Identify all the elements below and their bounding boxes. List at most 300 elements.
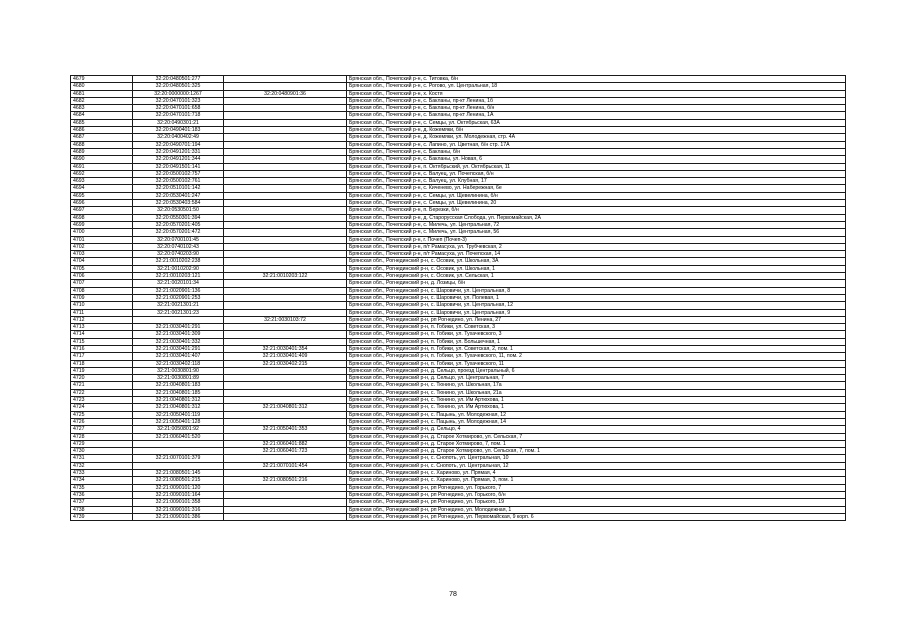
address-cell: Брянская обл., Почепский р-н, д. Кожемяки, ул. Молодежная, стр. 4А [347,134,846,141]
table-row [71,97,846,104]
linked-cadastral-number-cell [224,258,347,265]
table-row [71,294,846,301]
address-cell: Брянская обл., Почепский р-н, с. Милечь, ул. Центральная, 56 [347,229,846,236]
cadastral-number-cell: 32:21:0010202:238 [133,258,224,265]
row-number-cell: 4684 [71,112,133,119]
address-cell: Брянская обл., Почепский р-н, д. Кожемяки, б/н [347,127,846,134]
row-number-cell: 4704 [71,258,133,265]
address-cell: Брянская обл., Рогнединский р-н, с. Шаровичи, ул. Центральная, 9 [347,309,846,316]
row-number-cell: 4706 [71,273,133,280]
table-row [71,134,846,141]
cadastral-number-cell: 32:21:0021301:23 [133,309,224,316]
row-number-cell: 4739 [71,513,133,520]
row-number-cell: 4732 [71,462,133,469]
row-number-cell: 4710 [71,302,133,309]
row-number-cell: 4691 [71,163,133,170]
row-number-cell: 4731 [71,455,133,462]
cadastral-number-cell: 32:20:0500102:761 [133,178,224,185]
table-row [71,214,846,221]
address-cell: Брянская обл., Рогнединский р-н, с. Хариново, ул. Прямая, 4 [347,470,846,477]
table-row [71,112,846,119]
linked-cadastral-number-cell [224,229,347,236]
linked-cadastral-number-cell [224,251,347,258]
table-row [71,273,846,280]
address-cell: Брянская обл., Рогнединский р-н, с. Снопоть, ул. Центральная, 12 [347,462,846,469]
table-row [71,506,846,513]
table-row [71,119,846,126]
linked-cadastral-number-cell: 32:21:0030401:354 [224,345,347,352]
table-row [71,265,846,272]
address-cell: Брянская обл., Рогнединский р-н, п. Гобики, ул. Тухачевского, 11 [347,360,846,367]
cadastral-number-cell: 32:20:0000000:1267 [133,90,224,97]
address-cell: Брянская обл., Рогнединский р-н, д. Старое Хотмирово, 7, пом. 1 [347,440,846,447]
linked-cadastral-number-cell: 32:20:0480901:36 [224,90,347,97]
address-cell: Брянская обл., Рогнединский р-н, с. Тюнино, ул. Школьная, 17а [347,382,846,389]
address-cell: Брянская обл., Рогнединский р-н, д. Сельцо, проезд Центральный, 6 [347,367,846,374]
row-number-cell: 4690 [71,156,133,163]
table-row [71,382,846,389]
cadastral-number-cell: 32:21:0080501:145 [133,470,224,477]
table-row [71,127,846,134]
cadastral-number-cell: 32:21:0040801:312 [133,404,224,411]
table-row [71,418,846,425]
address-cell: Брянская обл., Почепский р-н, с. Семцы, ул. Октябрьская, 63А [347,119,846,126]
row-number-cell: 4694 [71,185,133,192]
row-number-cell: 4715 [71,338,133,345]
table-row [71,207,846,214]
table-row [71,338,846,345]
linked-cadastral-number-cell [224,112,347,119]
linked-cadastral-number-cell [224,236,347,243]
cadastral-number-cell: 32:20:0470101:718 [133,112,224,119]
table-row [71,404,846,411]
cadastral-number-cell: 32:20:0480501:325 [133,83,224,90]
table-row [71,148,846,155]
linked-cadastral-number-cell: 32:21:0060401:882 [224,440,347,447]
row-number-cell: 4725 [71,411,133,418]
cadastral-number-cell: 32:20:0570201:472 [133,229,224,236]
linked-cadastral-number-cell [224,499,347,506]
cadastral-number-cell: 32:20:0530401:247 [133,192,224,199]
page-number: 78 [449,591,457,598]
row-number-cell: 4698 [71,214,133,221]
table-row [71,513,846,520]
cadastral-number-cell [133,440,224,447]
row-number-cell: 4711 [71,309,133,316]
linked-cadastral-number-cell [224,141,347,148]
linked-cadastral-number-cell [224,280,347,287]
address-cell: Брянская обл., Рогнединский р-н, с. Осовик, ул. Школьная, 3А [347,258,846,265]
row-number-cell: 4730 [71,448,133,455]
address-cell: Брянская обл., Рогнединский р-н, с. Шаровичи, ул. Центральная, 8 [347,287,846,294]
table-row [71,229,846,236]
row-number-cell: 4727 [71,426,133,433]
address-cell: Брянская обл., Рогнединский р-н, д. Старое Хотмирово, ул. Сельская, 7, пом. 1 [347,448,846,455]
cadastral-number-cell: 32:21:0030801:89 [133,375,224,382]
row-number-cell: 4693 [71,178,133,185]
table-row [71,484,846,491]
linked-cadastral-number-cell [224,265,347,272]
address-cell: Брянская обл., Почепский р-н, п/т Рамасуха, ул. Почепская, 14 [347,251,846,258]
linked-cadastral-number-cell [224,324,347,331]
row-number-cell: 4699 [71,221,133,228]
cadastral-number-cell: 32:20:0490401:183 [133,127,224,134]
table-row [71,477,846,484]
linked-cadastral-number-cell: 32:21:0060401:723 [224,448,347,455]
linked-cadastral-number-cell: 32:21:0070101:454 [224,462,347,469]
address-cell: Брянская обл., Рогнединский р-н, п. Гобики, ул. Тухачевского, 11, пом. 2 [347,353,846,360]
cadastral-number-cell: 32:20:0530501:50 [133,207,224,214]
table-row [71,455,846,462]
table-row [71,331,846,338]
address-cell: Брянская обл., Рогнединский р-н, рп Рогнедино, ул. Первомайская, 9 корп. 6 [347,513,846,520]
address-cell: Брянская обл., Рогнединский р-н, с. Шаровичи, ул. Полевая, 1 [347,294,846,301]
cadastral-number-cell: 32:20:0490701:194 [133,141,224,148]
row-number-cell: 4705 [71,265,133,272]
row-number-cell: 4686 [71,127,133,134]
address-cell: Брянская обл., Почепский р-н, с. Валуец, ул. Почепская, б/н [347,170,846,177]
table-row [71,90,846,97]
linked-cadastral-number-cell [224,170,347,177]
table-row [71,345,846,352]
row-number-cell: 4724 [71,404,133,411]
address-cell: Брянская обл., Рогнединский р-н, д. Лозицы, б/н [347,280,846,287]
linked-cadastral-number-cell: 32:21:0080501:216 [224,477,347,484]
cadastral-number-cell: 32:21:0030401:332 [133,338,224,345]
cadastral-number-cell: 32:21:0030401:291 [133,345,224,352]
table-row [71,462,846,469]
linked-cadastral-number-cell [224,134,347,141]
row-number-cell: 4702 [71,243,133,250]
address-cell: Брянская обл., Почепский р-н, с. Бакланы, ул. Новая, 6 [347,156,846,163]
table-row [71,236,846,243]
cadastral-number-cell: 32:21:0090101:316 [133,506,224,513]
row-number-cell: 4707 [71,280,133,287]
linked-cadastral-number-cell [224,331,347,338]
table-row [71,280,846,287]
row-number-cell: 4695 [71,192,133,199]
address-cell: Брянская обл., Почепский р-н, г. Почеп (Почеп-3) [347,236,846,243]
linked-cadastral-number-cell [224,97,347,104]
cadastral-number-cell: 32:20:0400402:49 [133,134,224,141]
table-row [71,397,846,404]
linked-cadastral-number-cell [224,156,347,163]
cadastral-number-cell: 32:20:0491201:344 [133,156,224,163]
row-number-cell: 4689 [71,148,133,155]
address-cell: Брянская обл., Почепский р-н, с. Бакланы, пр-кт Ленина, 1б [347,97,846,104]
cadastral-number-cell: 32:20:0530403:584 [133,200,224,207]
row-number-cell: 4696 [71,200,133,207]
address-cell: Брянская обл., Рогнединский р-н, п. Гобики, ул. Тухачевского, 3 [347,331,846,338]
cadastral-number-cell: 32:20:0500102:757 [133,170,224,177]
cadastral-number-cell [133,448,224,455]
linked-cadastral-number-cell [224,375,347,382]
address-cell: Брянская обл., Рогнединский р-н, с. Шаровичи, ул. Центральная, 12 [347,302,846,309]
address-cell: Брянская обл., Рогнединский р-н, с. Хариново, ул. Прямая, 3, пом. 1 [347,477,846,484]
table-row [71,243,846,250]
row-number-cell: 4733 [71,470,133,477]
linked-cadastral-number-cell [224,309,347,316]
cadastral-number-cell: 32:21:0030401:407 [133,353,224,360]
row-number-cell: 4726 [71,418,133,425]
row-number-cell: 4713 [71,324,133,331]
cadastral-number-cell [133,316,224,323]
address-cell: Брянская обл., Почепский р-н, с. Семцы, ул. Щевелинина, 20 [347,200,846,207]
cadastral-number-cell: 32:21:0050401:119 [133,411,224,418]
table-row [71,83,846,90]
row-number-cell: 4700 [71,229,133,236]
table-row [71,309,846,316]
cadastral-number-cell: 32:21:0010203:121 [133,273,224,280]
linked-cadastral-number-cell [224,484,347,491]
row-number-cell: 4714 [71,331,133,338]
table-row [71,324,846,331]
table-row [71,440,846,447]
address-cell: Брянская обл., Рогнединский р-н, с. Снопоть, ул. Центральная, 10 [347,455,846,462]
cadastral-number-cell: 32:21:0020901:253 [133,294,224,301]
table-row [71,221,846,228]
row-number-cell: 4735 [71,484,133,491]
cadastral-number-cell: 32:21:0030402:118 [133,360,224,367]
table-row [71,448,846,455]
linked-cadastral-number-cell [224,302,347,309]
cadastral-number-cell: 32:20:0570201:405 [133,221,224,228]
linked-cadastral-number-cell [224,294,347,301]
row-number-cell: 4679 [71,76,133,83]
linked-cadastral-number-cell [224,433,347,440]
cadastral-number-cell: 32:21:0050801:92 [133,426,224,433]
property-registry-table [70,75,846,521]
address-cell: Брянская обл., Рогнединский р-н, д. Старое Хотмирово, ул. Сельская, 7 [347,433,846,440]
table-row [71,360,846,367]
cadastral-number-cell: 32:21:0070101:379 [133,455,224,462]
address-cell: Брянская обл., Рогнединский р-н, п. Гобики, ул. Советская, 3 [347,324,846,331]
address-cell: Брянская обл., Рогнединский р-н, с. Пацынь, ул. Молодежная, 12 [347,411,846,418]
cadastral-number-cell: 32:21:0080501:215 [133,477,224,484]
linked-cadastral-number-cell [224,105,347,112]
cadastral-number-cell: 32:20:0470101:658 [133,105,224,112]
linked-cadastral-number-cell [224,221,347,228]
row-number-cell: 4692 [71,170,133,177]
address-cell: Брянская обл., Почепский р-н, д. Старорусская Слобода, ул. Первомайская, 2А [347,214,846,221]
cadastral-number-cell: 32:21:0030401:291 [133,324,224,331]
table-row [71,499,846,506]
cadastral-number-cell: 32:20:0490301:21 [133,119,224,126]
row-number-cell: 4717 [71,353,133,360]
address-cell: Брянская обл., Рогнединский р-н, д. Сельцо, ул. Центральная, 7 [347,375,846,382]
linked-cadastral-number-cell [224,83,347,90]
table-row [71,200,846,207]
table-row [71,470,846,477]
table-row [71,367,846,374]
cadastral-number-cell: 32:20:0700101:45 [133,236,224,243]
row-number-cell: 4701 [71,236,133,243]
address-cell: Брянская обл., Рогнединский р-н, рп Рогнедино, ул. Ленина, 27 [347,316,846,323]
row-number-cell: 4722 [71,389,133,396]
table-row [71,192,846,199]
table-row [71,76,846,83]
address-cell: Брянская обл., Рогнединский р-н, рп Рогнедино, ул. Молодежная, 1 [347,506,846,513]
table-row [71,389,846,396]
table-row [71,251,846,258]
cadastral-number-cell: 32:21:0090101:386 [133,513,224,520]
table-row [71,316,846,323]
row-number-cell: 4697 [71,207,133,214]
row-number-cell: 4709 [71,294,133,301]
row-number-cell: 4716 [71,345,133,352]
address-cell: Брянская обл., Рогнединский р-н, с. Тюнино, ул. Им Артюхова, 1 [347,404,846,411]
address-cell: Брянская обл., Почепский р-н, п. Октябрьский, ул. Октябрьская, 11 [347,163,846,170]
cadastral-number-cell: 32:20:0491501:141 [133,163,224,170]
table-row [71,163,846,170]
linked-cadastral-number-cell [224,506,347,513]
address-cell: Брянская обл., Почепский р-н, с. Киченево, ул. Набережная, 6е [347,185,846,192]
row-number-cell: 4688 [71,141,133,148]
linked-cadastral-number-cell [224,418,347,425]
address-cell: Брянская обл., Почепский р-н, с. Бакланы, пр-кт Ленина, б/н [347,105,846,112]
address-cell: Брянская обл., Почепский р-н, п. Березки, б/н [347,207,846,214]
cadastral-number-cell: 32:21:0040801:185 [133,389,224,396]
address-cell: Брянская обл., Рогнединский р-н, д. Сельцо, 4 [347,426,846,433]
table-row [71,170,846,177]
address-cell: Брянская обл., Рогнединский р-н, с. Осовик, ул. Школьная, 1 [347,265,846,272]
linked-cadastral-number-cell [224,382,347,389]
row-number-cell: 4728 [71,433,133,440]
row-number-cell: 4683 [71,105,133,112]
cadastral-number-cell: 32:21:0020901:136 [133,287,224,294]
row-number-cell: 4720 [71,375,133,382]
table-row [71,353,846,360]
cadastral-number-cell: 32:20:0740203:90 [133,251,224,258]
address-cell: Брянская обл., Рогнединский р-н, рп Рогнедино, ул. Горького, б/н [347,491,846,498]
table-row [71,375,846,382]
row-number-cell: 4682 [71,97,133,104]
table-row [71,491,846,498]
table-row [71,105,846,112]
table-row [71,185,846,192]
linked-cadastral-number-cell [224,513,347,520]
address-cell: Брянская обл., Рогнединский р-н, с. Осовик, ул. Сельская, 1 [347,273,846,280]
row-number-cell: 4738 [71,506,133,513]
linked-cadastral-number-cell [224,367,347,374]
cadastral-number-cell: 32:20:0470101:323 [133,97,224,104]
address-cell: Брянская обл., Почепский р-н, с. Рогово, ул. Центральная, 18 [347,83,846,90]
linked-cadastral-number-cell [224,470,347,477]
linked-cadastral-number-cell [224,76,347,83]
address-cell: Брянская обл., Рогнединский р-н, с. Тюнино, ул. Им Артюхова, 1 [347,397,846,404]
address-cell: Брянская обл., Рогнединский р-н, п. Гобики, ул. Советская, 2, пом. 1 [347,345,846,352]
linked-cadastral-number-cell [224,148,347,155]
table-row [71,141,846,148]
cadastral-number-cell: 32:21:0020101:34 [133,280,224,287]
row-number-cell: 4708 [71,287,133,294]
cadastral-number-cell: 32:20:0550301:394 [133,214,224,221]
table-row [71,433,846,440]
cadastral-number-cell: 32:21:0010202:90 [133,265,224,272]
table-row [71,411,846,418]
address-cell: Брянская обл., Рогнединский р-н, рп Рогнедино, ул. Горького, 19 [347,499,846,506]
address-cell: Брянская обл., Рогнединский р-н, п. Гобики, ул. Большечная, 1 [347,338,846,345]
table-row [71,156,846,163]
linked-cadastral-number-cell [224,178,347,185]
table-row [71,258,846,265]
row-number-cell: 4736 [71,491,133,498]
row-number-cell: 4703 [71,251,133,258]
row-number-cell: 4734 [71,477,133,484]
address-cell: Брянская обл., Почепский р-н, х. Костя [347,90,846,97]
cadastral-number-cell: 32:21:0060401:520 [133,433,224,440]
table-row [71,287,846,294]
cadastral-number-cell: 32:21:0030801:90 [133,367,224,374]
linked-cadastral-number-cell [224,397,347,404]
cadastral-number-cell: 32:21:0040801:312 [133,397,224,404]
linked-cadastral-number-cell: 32:21:0010203:122 [224,273,347,280]
row-number-cell: 4712 [71,316,133,323]
row-number-cell: 4685 [71,119,133,126]
cadastral-number-cell: 32:21:0050401:128 [133,418,224,425]
linked-cadastral-number-cell [224,491,347,498]
row-number-cell: 4723 [71,397,133,404]
row-number-cell: 4719 [71,367,133,374]
row-number-cell: 4718 [71,360,133,367]
address-cell: Брянская обл., Почепский р-н, п/т Рамасуха, ул. Трубчевская, 2 [347,243,846,250]
row-number-cell: 4737 [71,499,133,506]
address-cell: Брянская обл., Почепский р-н, с. Титовка, б/н [347,76,846,83]
linked-cadastral-number-cell: 32:21:0040801:312 [224,404,347,411]
registry-table-body [71,76,846,521]
address-cell: Брянская обл., Рогнединский р-н, с. Тюнино, ул. Школьная, 21а [347,389,846,396]
row-number-cell: 4729 [71,440,133,447]
address-cell: Брянская обл., Почепский р-н, с. Бакланы, пр-кт Ленина, 1А [347,112,846,119]
linked-cadastral-number-cell [224,185,347,192]
cadastral-number-cell: 32:20:0510101:142 [133,185,224,192]
row-number-cell: 4721 [71,382,133,389]
cadastral-number-cell: 32:21:0090101:120 [133,484,224,491]
address-cell: Брянская обл., Почепский р-н, с. Бакланы, б/н [347,148,846,155]
linked-cadastral-number-cell [224,192,347,199]
linked-cadastral-number-cell [224,207,347,214]
cadastral-number-cell: 32:20:0491201:331 [133,148,224,155]
linked-cadastral-number-cell: 32:21:0030103:72 [224,316,347,323]
address-cell: Брянская обл., Почепский р-н, с. Семцы, ул. Щевелинина, б/н [347,192,846,199]
address-cell: Брянская обл., Почепский р-н, с. Лапино, ул. Цветная, б/н стр. 17А [347,141,846,148]
row-number-cell: 4681 [71,90,133,97]
linked-cadastral-number-cell [224,163,347,170]
cadastral-number-cell: 32:21:0030401:309 [133,331,224,338]
linked-cadastral-number-cell [224,243,347,250]
address-cell: Брянская обл., Почепский р-н, с. Валуец, ул. Клубная, 17 [347,178,846,185]
linked-cadastral-number-cell [224,119,347,126]
linked-cadastral-number-cell [224,389,347,396]
cadastral-number-cell [133,462,224,469]
linked-cadastral-number-cell [224,200,347,207]
linked-cadastral-number-cell [224,287,347,294]
table-row [71,302,846,309]
linked-cadastral-number-cell [224,411,347,418]
row-number-cell: 4680 [71,83,133,90]
linked-cadastral-number-cell [224,127,347,134]
address-cell: Брянская обл., Рогнединский р-н, рп Рогнедино, ул. Горького, 7 [347,484,846,491]
table-row [71,178,846,185]
table-row [71,426,846,433]
cadastral-number-cell: 32:21:0021301:21 [133,302,224,309]
cadastral-number-cell: 32:20:0740102:43 [133,243,224,250]
cadastral-number-cell: 32:21:0090101:164 [133,491,224,498]
cadastral-number-cell: 32:20:0480501:277 [133,76,224,83]
linked-cadastral-number-cell: 32:21:0030401:409 [224,353,347,360]
linked-cadastral-number-cell [224,214,347,221]
address-cell: Брянская обл., Рогнединский р-н, с. Пацынь, ул. Молодежная, 14 [347,418,846,425]
